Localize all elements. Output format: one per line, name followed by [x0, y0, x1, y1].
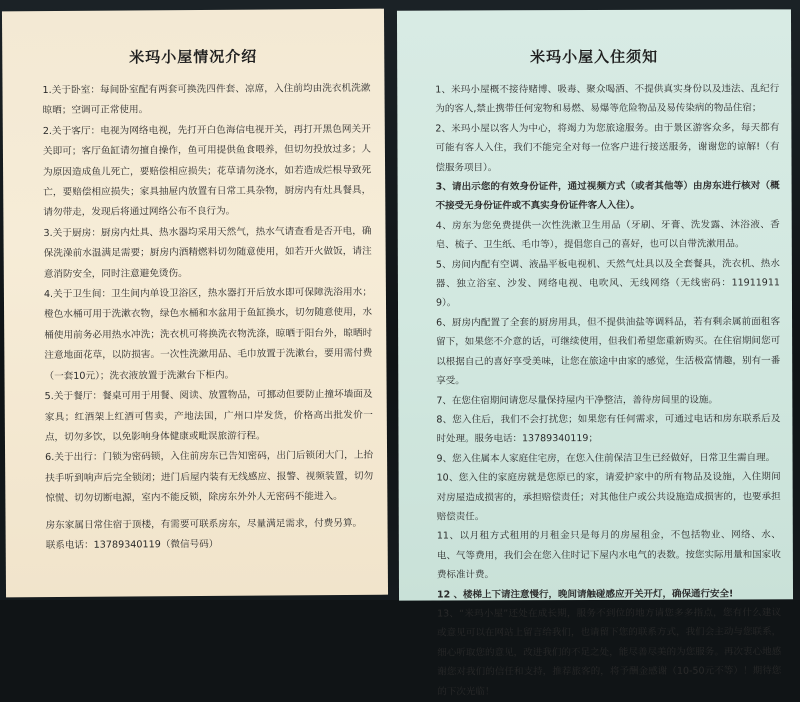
intro-notice-sheet	[2, 9, 388, 598]
intro-paragraph-bathroom: 4.关于卫生间：卫生间内单设卫浴区，热水器打开后放水即可保障洗浴用水；橙色水桶可用于洗漱衣物，绿色水桶和水盆用于鱼缸换水，切勿随意使用，水桶使用前务必用热水冲洗；洗衣机可将换洗衣物洗涤，晾晒于阳台外，晾晒时注意地面花草，以防损害。一次性洗漱用品、毛巾放置于洗漱台，要用需付费（一套10元）；洗衣液放置于洗漱台下柜内。	[43, 286, 373, 382]
rule-paragraph-9: 9、您入住属本人家庭住宅房，在您入住前保洁卫生已经做好，日常卫生需自理。	[436, 452, 776, 465]
rule-paragraph-11: 11、以月租方式租用的月租金只是每月的房屋租金，不包括物业、网络、水、电、气等费用，我们会在您入住时记下屋内水电气的表数。按您实际用量和国家收费标准计费。	[436, 529, 781, 581]
rule-paragraph-12: 12 、楼梯上下请注意慢行，晚间请触碰感应开关开灯，确保通行安全!	[436, 588, 734, 601]
intro-paragraph-travel: 6.关于出行：门锁为密码锁，入住前房东已告知密码，出门后锁闭大门，上抬扶手听到响声后完全锁闭；进门后屋内装有无线感应、报警、视频装置，切勿惊慌、切勿切断电源，室内不能反锁，除房东外外人无密码不能进入。	[45, 450, 374, 505]
rule-paragraph-2: 2、米玛小屋以客人为中心，将竭力为您旅途服务。由于景区游客众多，每天都有可能有客人入住，我们不能完全对每一位客户进行接送服务，谢谢您的谅解!（有偿服务项目）。	[435, 122, 780, 174]
intro-paragraph-dining: 5.关于餐厅：餐桌可用于用餐、阅读、放置物品，可挪动但要防止撞坏墙面及家具；红酒架上红酒可售卖，产地法国，广州口岸发货，价格高出批发价一点，切勿多饮，以免影响身体健康或毗误旅游行程。	[44, 388, 373, 443]
rule-paragraph-6: 6、厨房内配置了全套的厨房用具，但不提供油盐等调料品，若有剩余属前面租客留下，如果您不介意的话，可继续使用，但我们希望您重新购买。在住宿期间您可以根据自己的喜好享受美味，让您在旅途中由家的感觉，生活极富情趣，别有一番享受。	[436, 316, 781, 387]
rule-paragraph-5: 5、房间内配有空调、液晶平板电视机、天然气灶具以及全套餐具，洗衣机、热水器、独立浴室、沙发、网络电视、电吹风、无线网络（无线密码：119119119）。	[435, 258, 780, 310]
intro-footer-note: 房东家属日常住宿于顶楼，有需要可联系房东，尽量满足需求，付费另算。	[45, 517, 363, 531]
intro-paragraph-kitchen: 3.关于厨房：厨房内灶具、热水器均采用天然气，热水气请查看是否开电，确保洗澡前水温满足需要；厨房内酒精燃料切勿随意使用，如若开火做饭，请注意消防安全，同时注意避免烫伤。	[43, 225, 372, 280]
intro-notice-body	[16, 79, 373, 557]
rule-paragraph-7: 7、在您住宿期间请您尽量保持屋内干净整洁，善待房间里的设施。	[436, 394, 718, 407]
intro-contact-phone: 联系电话：13789340119（微信号码）	[45, 538, 219, 551]
rule-paragraph-3: 3、请出示您的有效身份证件，通过视频方式（或者其他等）由房东进行核对（概不接受无身份证件或不真实身份证件客人入住）。	[435, 180, 780, 212]
rule-paragraph-10: 10、您入住的家庭房就是您原已的家，请爱护家中的所有物品及设施，入住期间对房屋造成损害的，承担赔偿责任；对其他住户或公共设施造成损害的，也要承担赔偿责任。	[436, 471, 781, 523]
checkin-rules-title: 米玛小屋入住须知	[530, 47, 659, 67]
intro-paragraph-bedroom: 1.关于卧室：每间卧室配有两套可换洗四件套、凉席，入住前均由洗衣机洗漱晾晒；空调可正常使用。	[42, 82, 371, 117]
rule-paragraph-4: 4、房东为您免费提供一次性洗漱卫生用品（牙刷、牙膏、洗发露、沐浴液、香皂、梳子、卫生纸、毛巾等），提倡您自己的喜好，也可以自带洗漱用品。	[435, 219, 780, 251]
intro-notice-title: 米玛小屋情况介绍	[129, 47, 258, 67]
rule-paragraph-8: 8、您入住后，我们不会打扰您；如果您有任何需求，可通过电话和房东联系后及时处理。服务电话：13789340119；	[436, 413, 781, 445]
rule-paragraph-13: 13、“米玛小屋”还处在成长期，服务不到位的地方请您多多指点，您有什么建议或意见可以在网站上留言给我们，也请留下您的联系方式，我们会主动与您联系，细心听取您的意见，改进我们的不足之处，能尽善尽美的为您服务。再次衷心地感谢您对我们的信任和支持，推荐旅客的，将予酬金感谢（10-50元不等）！期待您的下次光临！	[437, 607, 782, 698]
rule-paragraph-1: 1、米玛小屋概不接待赌博、吸毒、聚众喝酒、不提供真实身份以及违法、乱纪行为的客人,禁止携带任何宠物和易燃、易爆等危险物品及易传染病的物品住宿；	[435, 83, 780, 115]
checkin-rules-sheet	[397, 9, 793, 698]
checkin-rules-body	[409, 79, 781, 701]
intro-paragraph-living-room: 2.关于客厅：电视为网络电视，先打开白色海信电视开关，再打开黑色网关开关即可；客厅鱼缸请勿擅自操作，鱼可用提供鱼食喂养，但切勿投放过多；人为原因造成鱼儿死亡，要赔偿相应损失；花草请勿浇水，如若造成烂根导致死亡，要赔偿相应损失；家具抽屉内放置有日常工具杂物，厨房内有灶具餐具，请勿带走，发现后将通过网络公布不良行为。	[42, 123, 372, 219]
